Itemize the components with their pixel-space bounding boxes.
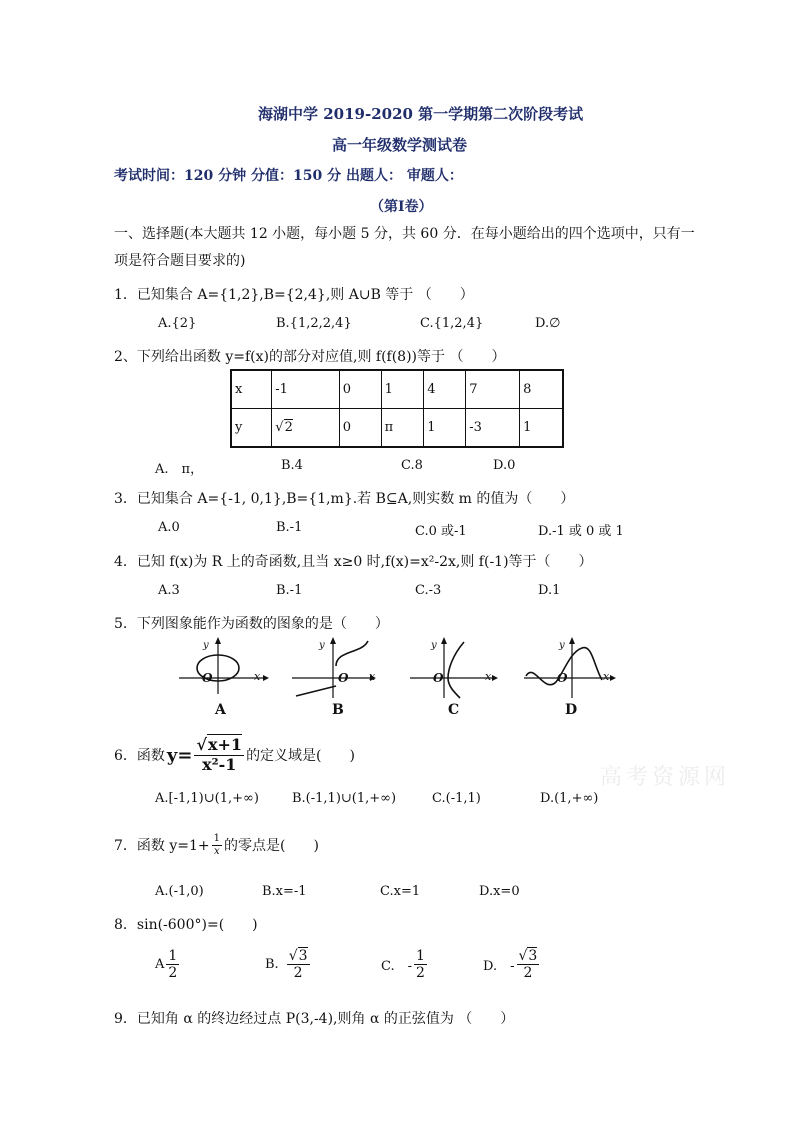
question-5-stem: 5．下列图象能作为函数的图象的是（ ） <box>114 616 389 632</box>
q4-option-a: A.3 <box>158 583 180 598</box>
table-cell: 1 <box>424 409 466 448</box>
q6-prefix: 6．函数 <box>114 748 165 764</box>
q7-numerator: 1 <box>213 833 221 844</box>
table-cell: 1 <box>520 409 563 448</box>
graph-b-yaxis-label: y <box>319 640 325 651</box>
q6-option-c: C.(-1,1) <box>432 791 481 806</box>
graph-a-label: A <box>215 702 226 718</box>
q4-option-b: B.-1 <box>276 583 303 598</box>
graph-d-yaxis-label: y <box>559 640 565 651</box>
table-cell: y <box>231 409 272 448</box>
question-4-stem: 4．已知 f(x)为 R 上的奇函数,且当 x≥0 时,f(x)=x²-2x,则 f(-1)等于（ ） <box>114 554 593 570</box>
q1-option-a: A.{2} <box>158 316 197 331</box>
question-9-stem: 9．已知角 α 的终边经过点 P(3,-4),则角 α 的正弦值为 （ ） <box>114 1011 515 1027</box>
section-heading: 一、选择题(本大题共 12 小题，每小题 5 分，共 60 分．在每小题给出的四个选项中，只有一 <box>114 226 695 242</box>
q8-option-b: B. $\frac{√3}{2}$ <box>265 948 308 982</box>
graph-c-curve <box>406 636 501 700</box>
q3-option-b: B.-1 <box>276 520 303 535</box>
graph-b-origin: O <box>338 671 349 685</box>
q3-option-a: A.0 <box>158 520 180 535</box>
q2-option-b: B.4 <box>281 458 303 473</box>
q1-option-c: C.{1,2,4} <box>420 316 484 331</box>
q8-option-a: A $\frac{1}{2}$ <box>155 948 178 982</box>
q6-denominator: x²-1 <box>202 754 237 774</box>
graph-a-origin: O <box>202 671 213 685</box>
q4-option-c: C.-3 <box>415 583 442 598</box>
table-cell: 1 <box>381 370 424 409</box>
graph-a-ellipse <box>175 636 270 696</box>
exam-title: 海湖中学 2019-2020 第一学期第二次阶段考试 <box>258 105 584 123</box>
q8-option-c: C. - $\frac{1}{2}$ <box>381 948 425 982</box>
graph-d-label: D <box>565 702 578 718</box>
q7-fraction <box>212 833 222 857</box>
q6-option-b: B.(-1,1)∪(1,+∞) <box>292 791 397 806</box>
q6-option-a: A.[-1,1)∪(1,+∞) <box>155 791 259 806</box>
table-cell: -1 <box>272 370 339 409</box>
q6-option-d: D.(1,+∞) <box>540 791 599 806</box>
question-8-stem: 8．sin(-600°)=( ) <box>114 917 258 933</box>
graph-b-xaxis-label: x <box>369 670 376 683</box>
graph-c-xaxis-label: x <box>485 670 492 683</box>
q7-option-b: B.x=-1 <box>262 884 307 899</box>
graph-c-label: C <box>448 702 460 718</box>
table-cell: 0 <box>339 409 381 448</box>
graph-c-origin: O <box>433 671 444 685</box>
question-7-stem <box>114 830 319 860</box>
q3-option-c: C.0 或-1 <box>415 524 467 539</box>
q2-option-a: A. π， <box>155 462 204 477</box>
q3-option-d: D.-1 或 0 或 1 <box>538 524 624 539</box>
q7-denominator: x <box>214 845 220 857</box>
value-table <box>230 369 564 448</box>
table-cell: 7 <box>466 370 520 409</box>
q6-y-eq: y= <box>166 744 193 766</box>
volume-label: （第Ⅰ卷） <box>370 199 433 215</box>
table-cell-sqrt: √2 <box>272 409 339 448</box>
q6-numerator: x+1 <box>207 735 243 755</box>
question-2-stem: 2、下列给出函数 y=f(x)的部分对应值,则 f(f(8))等于 （ ） <box>114 349 506 365</box>
graph-d-curve <box>522 636 622 700</box>
q2-option-c: C.8 <box>401 458 423 473</box>
table-cell: 4 <box>424 370 466 409</box>
table-cell: 0 <box>339 370 381 409</box>
question-1-stem: 1．已知集合 A={1,2},B={2,4},则 A∪B 等于 （ ） <box>114 287 474 303</box>
table-row-x <box>231 370 563 409</box>
q6-suffix: 的定义域是( ) <box>246 748 355 764</box>
graph-b-curve <box>290 636 385 700</box>
q4-option-d: D.1 <box>538 583 561 598</box>
table-cell: π <box>381 409 424 448</box>
q7-option-c: C.x=1 <box>380 884 421 899</box>
q7-prefix: 7．函数 y=1+ <box>114 838 210 854</box>
graph-c-yaxis-label: y <box>431 640 437 651</box>
exam-meta: 考试时间：120 分钟 分值：150 分 出题人： 审题人： <box>114 168 463 184</box>
q1-option-d: D.∅ <box>535 316 561 331</box>
exam-subtitle: 高一年级数学测试卷 <box>332 136 468 154</box>
question-3-stem: 3．已知集合 A={-1, 0,1},B={1,m}.若 B⊆A,则实数 m 的值为（ ） <box>114 491 575 507</box>
q1-option-b: B.{1,2,2,4} <box>276 316 352 331</box>
graph-b-label: B <box>332 702 344 718</box>
q8-option-d: D. - $\frac{√3}{2}$ <box>483 948 538 982</box>
watermark: 高考资源网 <box>600 765 731 790</box>
q6-fraction: $\frac{√x+1}{\text{x²-1}}$ <box>196 735 243 774</box>
table-cell: 8 <box>520 370 563 409</box>
table-cell: x <box>231 370 272 409</box>
q7-option-a: A.(-1,0) <box>155 884 204 899</box>
q2-option-d: D.0 <box>493 458 516 473</box>
q7-option-d: D.x=0 <box>479 884 520 899</box>
q7-suffix: 的零点是( ) <box>224 838 319 854</box>
question-6-stem <box>114 730 355 780</box>
table-row-y <box>231 409 563 448</box>
graph-a-yaxis-label: y <box>203 640 209 651</box>
section-heading-cont: 项是符合题目要求的) <box>114 253 246 269</box>
graph-a-xaxis-label: x <box>254 670 261 683</box>
graph-d-xaxis-label: x <box>603 670 610 683</box>
graph-d-origin: O <box>557 671 568 685</box>
table-cell: -3 <box>466 409 520 448</box>
